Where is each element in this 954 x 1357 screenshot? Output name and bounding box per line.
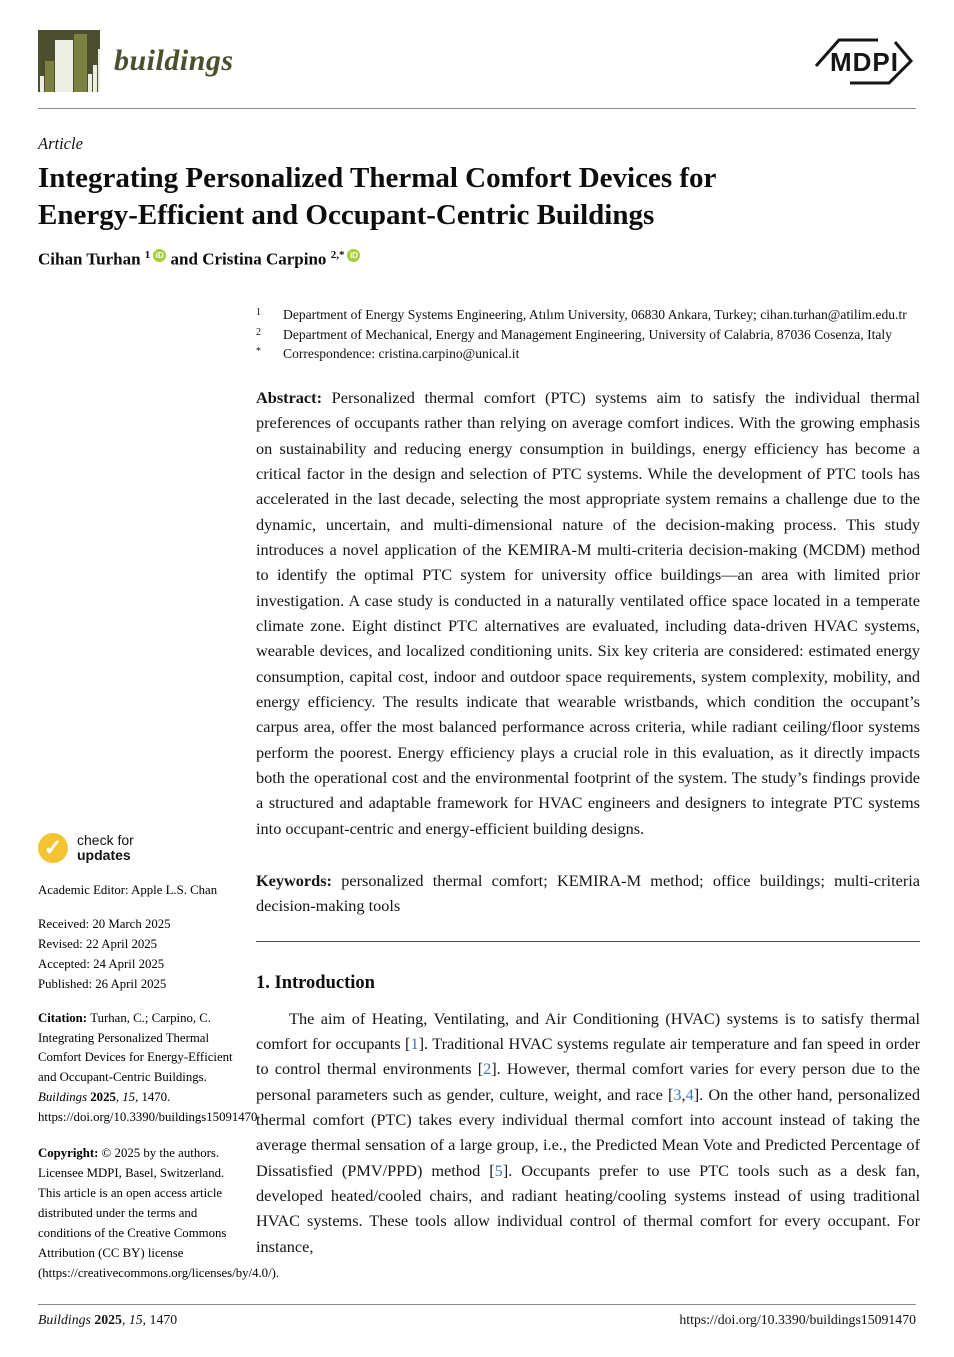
- affiliation-text: Department of Energy Systems Engineering, Atılım University, 06830 Ankara, Turkey; cihan.turhan@atilim.edu.tr: [283, 307, 907, 323]
- affiliation-text: Correspondence: cristina.carpino@unical.it: [283, 346, 520, 362]
- check-label-line1: check for: [77, 832, 134, 848]
- mdpi-logo: [812, 30, 916, 92]
- citation-ref-3[interactable]: 3: [673, 1084, 682, 1104]
- footer: [38, 1304, 916, 1328]
- author-2-affiliation-sup: 2,*: [330, 248, 345, 261]
- affiliation-marker: 2: [256, 326, 261, 338]
- main-column: [256, 305, 920, 1259]
- footer-doi-link[interactable]: https://doi.org/10.3390/buildings15091470: [679, 1312, 916, 1327]
- author-joiner: and: [166, 249, 203, 269]
- article-title: Integrating Personalized Thermal Comfort Devices for Energy-Efficient and Occupant-Centric Buildings: [38, 162, 716, 231]
- received-date: Received: 20 March 2025: [38, 916, 171, 931]
- affiliation-text: Department of Mechanical, Energy and Management Engineering, University of Calabria, 87036 Cosenza, Italy: [283, 326, 893, 342]
- citation-ref-5[interactable]: 5: [494, 1160, 503, 1180]
- building-bar: [93, 65, 97, 92]
- authors-line: [38, 249, 916, 270]
- mdpi-wordmark: MDPI: [830, 47, 899, 77]
- citation-block: Citation: Turhan, C.; Carpino, C. Integrating Personalized Thermal Comfort Devices for Energy-Efficient and Occupant-Centric Buildings. Buildings 2025, 15, 1470. https://doi.org/10.3390/buildings15091470: [38, 1010, 258, 1125]
- dates-block: [38, 915, 236, 995]
- affiliation-marker: *: [256, 346, 261, 358]
- masthead: [0, 0, 954, 92]
- published-date: Published: 26 April 2025: [38, 976, 167, 991]
- header-divider: [38, 108, 916, 109]
- building-bar: [88, 74, 92, 92]
- revised-date: Revised: 22 April 2025: [38, 936, 158, 951]
- orcid-icon[interactable]: iD: [153, 249, 166, 262]
- intro-paragraph: The aim of Heating, Ventilating, and Air Conditioning (HVAC) systems is to satisfy thermal comfort for occupants [1]. Traditional HVAC systems regulate air temperature and fan speed in order to control thermal environments [2]. However, thermal comfort varies for every person due to the personal parameters such as gender, culture, weight, and race [3,4]. On the other hand, personalized thermal comfort (PTC) takes every individual thermal comfort into account instead of taking the average thermal sensation of a large group, i.e., the Predicted Mean Vote and Predicted Percentage of Dissatisfied (PMV/PPD) method [5]. Occupants prefer to use PTC tools such as a desk fan, developed heated/cooled chairs, and radiant heating/cooling systems instead of using traditional HVAC systems. These tools allow individual control of thermal comfort for every occupant. For instance,: [256, 1008, 921, 1256]
- journal-name: buildings: [114, 44, 234, 77]
- abstract-divider: [256, 941, 920, 942]
- affiliations-list: [256, 305, 920, 364]
- author-1: Cihan Turhan: [38, 249, 141, 269]
- affiliation-row: [256, 344, 920, 364]
- footer-journal-ref: Buildings 2025, 15, 1470: [38, 1312, 178, 1327]
- footer-divider: [38, 1304, 916, 1305]
- check-icon: ✓: [38, 833, 68, 863]
- buildings-logo: [38, 30, 234, 92]
- citation-ref-2[interactable]: 2: [483, 1059, 492, 1079]
- affiliation-marker: 1: [256, 307, 261, 319]
- citation-ref-4[interactable]: 4: [685, 1084, 694, 1104]
- author-1-affiliation-sup: 1: [144, 248, 151, 261]
- copyright-block: Copyright: © 2025 by the authors. Licensee MDPI, Basel, Switzerland. This article is an open access article distributed under the terms and conditions of the Creative Commons Attribution (CC BY) license (https://creativecommons.org/licenses/by/4.0/).: [38, 1146, 280, 1280]
- orcid-icon[interactable]: iD: [347, 249, 360, 262]
- author-2: Cristina Carpino: [202, 249, 327, 269]
- section-heading-introduction: 1. Introduction: [256, 972, 375, 993]
- buildings-logo-icon: [38, 30, 100, 92]
- citation-ref-1[interactable]: 1: [410, 1033, 419, 1053]
- building-bar: [45, 61, 54, 92]
- check-for-updates-badge[interactable]: [38, 833, 236, 864]
- article-type-label: Article: [38, 134, 83, 153]
- building-bar: [55, 40, 73, 92]
- check-label-line2: updates: [77, 847, 131, 864]
- sidebar: [38, 832, 280, 1284]
- building-bar: [74, 34, 87, 92]
- affiliation-row: [256, 305, 920, 325]
- academic-editor-line: Academic Editor: Apple L.S. Chan: [38, 882, 218, 897]
- keywords-paragraph: Keywords: personalized thermal comfort; KEMIRA-M method; office buildings; multi-criteria decision-making tools: [256, 870, 921, 916]
- accepted-date: Accepted: 24 April 2025: [38, 956, 165, 971]
- abstract-paragraph: Abstract: Personalized thermal comfort (PTC) systems aim to satisfy the individual thermal preferences of occupants rather than relying on average comfort indices. With the growing emphasis on sustainability and reducing energy consumption in buildings, energy efficiency has become a critical factor in the design and selection of PTC systems. While the development of PTC tools has accelerated in the last decade, selecting the most appropriate system remains a challenge due to the dynamic, uncertain, and multi-dimensional nature of the decision-making process. This study introduces a novel application of the KEMIRA-M multi-criteria decision-making (MCDM) method to identify the optimal PTC system for university office buildings—an area with limited prior investigation. A case study is conducted in a naturally ventilated office space located in a temperate climate zone. Eight distinct PTC alternatives are evaluated, including data-driven HVAC systems, wearable devices, and localized conditioning units. Six key criteria are considered: estimated energy consumption, capital cost, indoor and outdoor space requirements, system complexity, mobility, and energy efficiency. The results indicate that wearable wristbands, which condition the occupant’s carpus area, offer the most balanced performance across criteria, while radiant ceiling/floor systems perform the poorest. Energy efficiency plays a crucial role in this evaluation, as it directly impacts both the operational cost and the environmental footprint of the system. The study’s findings provide a structured and adaptable framework for HVAC engineers and designers to integrate PTC systems into occupant-centric and energy-efficient building designs.: [256, 388, 920, 838]
- building-bar: [98, 49, 100, 92]
- affiliation-row: [256, 325, 920, 345]
- building-bar: [40, 76, 44, 92]
- check-for-updates-label: [77, 833, 134, 864]
